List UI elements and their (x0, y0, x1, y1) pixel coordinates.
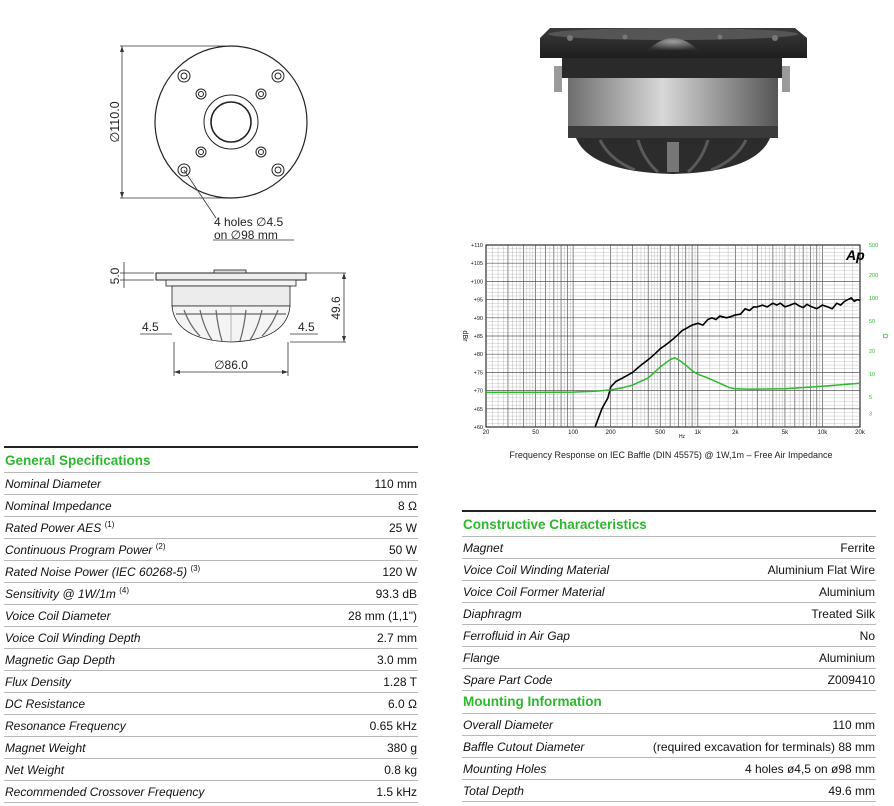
general-row (4, 583, 418, 605)
spec-label-text: Spare Part Code (463, 672, 553, 687)
front-view-drawing (100, 40, 330, 250)
spec-label (463, 629, 570, 643)
spec-label (5, 631, 141, 645)
spec-value: Aluminium (818, 650, 875, 665)
spec-label (5, 609, 111, 623)
y-tick-label: +95 (473, 297, 483, 304)
general-row (4, 561, 418, 583)
x-tick-label: 10k (817, 430, 828, 436)
footnote-marker: (3) (190, 564, 201, 573)
spec-label (463, 673, 552, 687)
flange-thickness-label: 5.0 (108, 267, 122, 285)
constructive-row (462, 559, 876, 581)
left-axis-unit: dBr (461, 330, 468, 342)
x-tick-label: 200 (605, 430, 616, 436)
spec-value: 120 W (382, 564, 417, 579)
spec-value: 380 g (386, 740, 417, 755)
footnote-marker: (4) (119, 586, 129, 595)
spec-label-text: Rated Noise Power (IEC 60268-5) (5, 565, 188, 579)
spec-label (5, 763, 64, 777)
spec-label (463, 762, 546, 776)
spec-label (463, 585, 605, 599)
spec-value: 110 mm (832, 717, 875, 732)
spec-value: 1.28 T (383, 674, 417, 689)
general-row (4, 627, 418, 649)
footnote-marker: (2) (155, 542, 166, 551)
spec-label (5, 586, 129, 601)
spec-value: Z009410 (827, 672, 875, 687)
right-offset-label: 4.5 (298, 320, 315, 334)
mounting-row (462, 758, 876, 780)
y2-tick-label: 5 (869, 394, 873, 401)
constructive-row (462, 669, 876, 691)
spec-label-text: Sensitivity @ 1W/1m (5, 587, 116, 601)
spec-label-text: Recommended Crossover Frequency (5, 784, 205, 799)
spec-value: (required excavation for terminals) 88 mm (652, 739, 875, 754)
spec-value: No (859, 628, 875, 643)
product-photo (530, 22, 815, 177)
spec-label (463, 784, 524, 798)
spec-label (5, 653, 115, 667)
general-row (4, 671, 418, 693)
spec-label (5, 785, 204, 799)
y2-tick-label: 100 (869, 296, 879, 303)
x-tick-label: 50 (532, 430, 539, 436)
chart-logo: Ap (846, 247, 865, 263)
spec-label-text: Magnet (463, 540, 504, 555)
holes-label-line1: 4 holes ∅4.5 (214, 215, 284, 229)
spec-label (463, 541, 503, 555)
general-row (4, 649, 418, 671)
spec-value: 49.6 mm (828, 783, 875, 798)
spec-label-text: Baffle Cutout Diameter (463, 739, 585, 754)
spec-label (463, 740, 584, 754)
frequency-response-chart (455, 238, 887, 443)
side-view-drawing (100, 258, 360, 383)
spec-label-text: Flange (463, 650, 500, 665)
constructive-row (462, 581, 876, 603)
spec-label (5, 741, 86, 755)
y-tick-label: +65 (473, 406, 483, 413)
spec-label (5, 697, 85, 711)
spec-value: 28 mm (1,1") (348, 608, 417, 623)
y-tick-label: +70 (473, 388, 483, 395)
mounting-row (462, 780, 876, 802)
general-row (4, 737, 418, 759)
spec-label-text: Voice Coil Former Material (463, 584, 605, 599)
y-tick-label: +75 (473, 370, 483, 377)
spec-label (463, 651, 500, 665)
spec-label (5, 520, 114, 535)
spec-value: 25 W (388, 520, 417, 535)
mounting-row (462, 736, 876, 758)
y-tick-label: +110 (471, 243, 483, 249)
chart-caption: Frequency Response on IEC Baffle (DIN 45575) @ 1W,1m – Free Air Impedance (509, 450, 833, 460)
general-row (4, 473, 418, 495)
y2-tick-label: 20 (869, 349, 876, 356)
y-tick-label: +80 (473, 352, 483, 359)
spec-label-text: Net Weight (5, 762, 65, 777)
diameter-label: ∅110.0 (108, 101, 122, 143)
spec-value: 8 Ω (398, 498, 417, 513)
spec-label (5, 477, 101, 491)
spec-label-text: DC Resistance (5, 696, 86, 711)
spec-value: 2.7 mm (376, 630, 417, 645)
y-tick-label: +90 (473, 315, 483, 322)
spec-value: Treated Silk (811, 606, 875, 621)
spec-label-text: Continuous Program Power (5, 543, 153, 557)
y2-tick-label: 10 (869, 371, 876, 378)
y-tick-label: +60 (473, 425, 483, 431)
spec-label (5, 675, 71, 689)
spec-value: 3.0 mm (376, 652, 417, 667)
spec-value: Ferrite (840, 540, 875, 555)
constructive-characteristics-title: Constructive Characteristics (463, 517, 647, 532)
x-tick-label: 1k (694, 430, 701, 436)
y-tick-label: +105 (470, 261, 483, 268)
spec-label (5, 719, 126, 733)
spec-value: Aluminium (818, 584, 875, 599)
y2-tick-label: 3 (869, 411, 873, 418)
spec-label (463, 607, 522, 621)
holes-label-line2: on ∅98 mm (214, 228, 278, 242)
cutout-label: ∅86.0 (214, 358, 248, 372)
spec-label-text: Magnet Weight (5, 740, 86, 755)
y2-tick-label: 500 (869, 243, 879, 249)
spec-label-text: Nominal Impedance (5, 498, 112, 513)
spec-label (5, 542, 166, 557)
general-row (4, 605, 418, 627)
general-row (4, 715, 418, 737)
spec-label (463, 718, 553, 732)
x-axis-unit: Hz (678, 434, 686, 440)
depth-label: 49.6 (329, 296, 343, 320)
x-tick-label: 100 (568, 430, 579, 436)
spec-label-text: Voice Coil Winding Material (463, 562, 610, 577)
y2-tick-label: 50 (869, 318, 876, 325)
spec-label-text: Resonance Frequency (5, 718, 126, 733)
spec-label-text: Magnetic Gap Depth (5, 652, 116, 667)
spec-label-text: Overall Diameter (463, 717, 554, 732)
constructive-top-rule (462, 510, 876, 512)
spec-value: 4 holes ø4,5 on ø98 mm (744, 761, 875, 776)
general-row (4, 759, 418, 781)
x-tick-label: 20 (482, 430, 490, 436)
spec-label (463, 563, 609, 577)
x-tick-label: 2k (732, 430, 739, 436)
spec-value: 110 mm (374, 476, 417, 491)
spec-label-text: Flux Density (5, 674, 72, 689)
spec-value: 0.8 kg (384, 762, 417, 777)
spec-label-text: Nominal Diameter (5, 476, 102, 491)
general-row (4, 517, 418, 539)
spec-label-text: Voice Coil Winding Depth (5, 630, 141, 645)
x-tick-label: 5k (781, 430, 789, 436)
constructive-row (462, 603, 876, 625)
spec-label (5, 564, 200, 579)
constructive-row (462, 537, 876, 559)
constructive-row (462, 647, 876, 669)
y-tick-label: +100 (470, 279, 483, 286)
left-offset-label: 4.5 (142, 320, 159, 334)
spec-label-text: Voice Coil Diameter (5, 608, 111, 623)
mounting-row (462, 714, 876, 736)
spec-label-text: Total Depth (463, 783, 524, 798)
general-specifications-title: General Specifications (5, 453, 151, 468)
x-tick-label: 20k (855, 430, 865, 436)
spec-label-text: Diaphragm (463, 606, 522, 621)
x-tick-label: 500 (655, 430, 666, 436)
general-row (4, 495, 418, 517)
general-row (4, 539, 418, 561)
spec-value: 1.5 kHz (376, 784, 417, 799)
spec-value: 50 W (388, 542, 417, 557)
mounting-information-title: Mounting Information (463, 694, 602, 709)
spec-value: 93.3 dB (375, 586, 417, 601)
spec-value: Aluminium Flat Wire (767, 562, 875, 577)
general-specifications-table (4, 446, 418, 803)
general-row (4, 781, 418, 803)
spec-label (5, 499, 112, 513)
spec-label-text: Ferrofluid in Air Gap (463, 628, 570, 643)
constructive-row (462, 625, 876, 647)
spec-label-text: Mounting Holes (463, 761, 547, 776)
general-top-rule (4, 446, 418, 448)
right-axis-unit: Ω (881, 333, 888, 339)
spec-value: 0.65 kHz (369, 718, 417, 733)
y-tick-label: +85 (473, 334, 483, 340)
spec-value: 6.0 Ω (388, 696, 417, 711)
spec-label-text: Rated Power AES (5, 521, 102, 535)
general-row (4, 693, 418, 715)
footnote-marker: (1) (104, 520, 115, 529)
y2-tick-label: 200 (869, 273, 879, 280)
constructive-characteristics-table (462, 510, 876, 802)
